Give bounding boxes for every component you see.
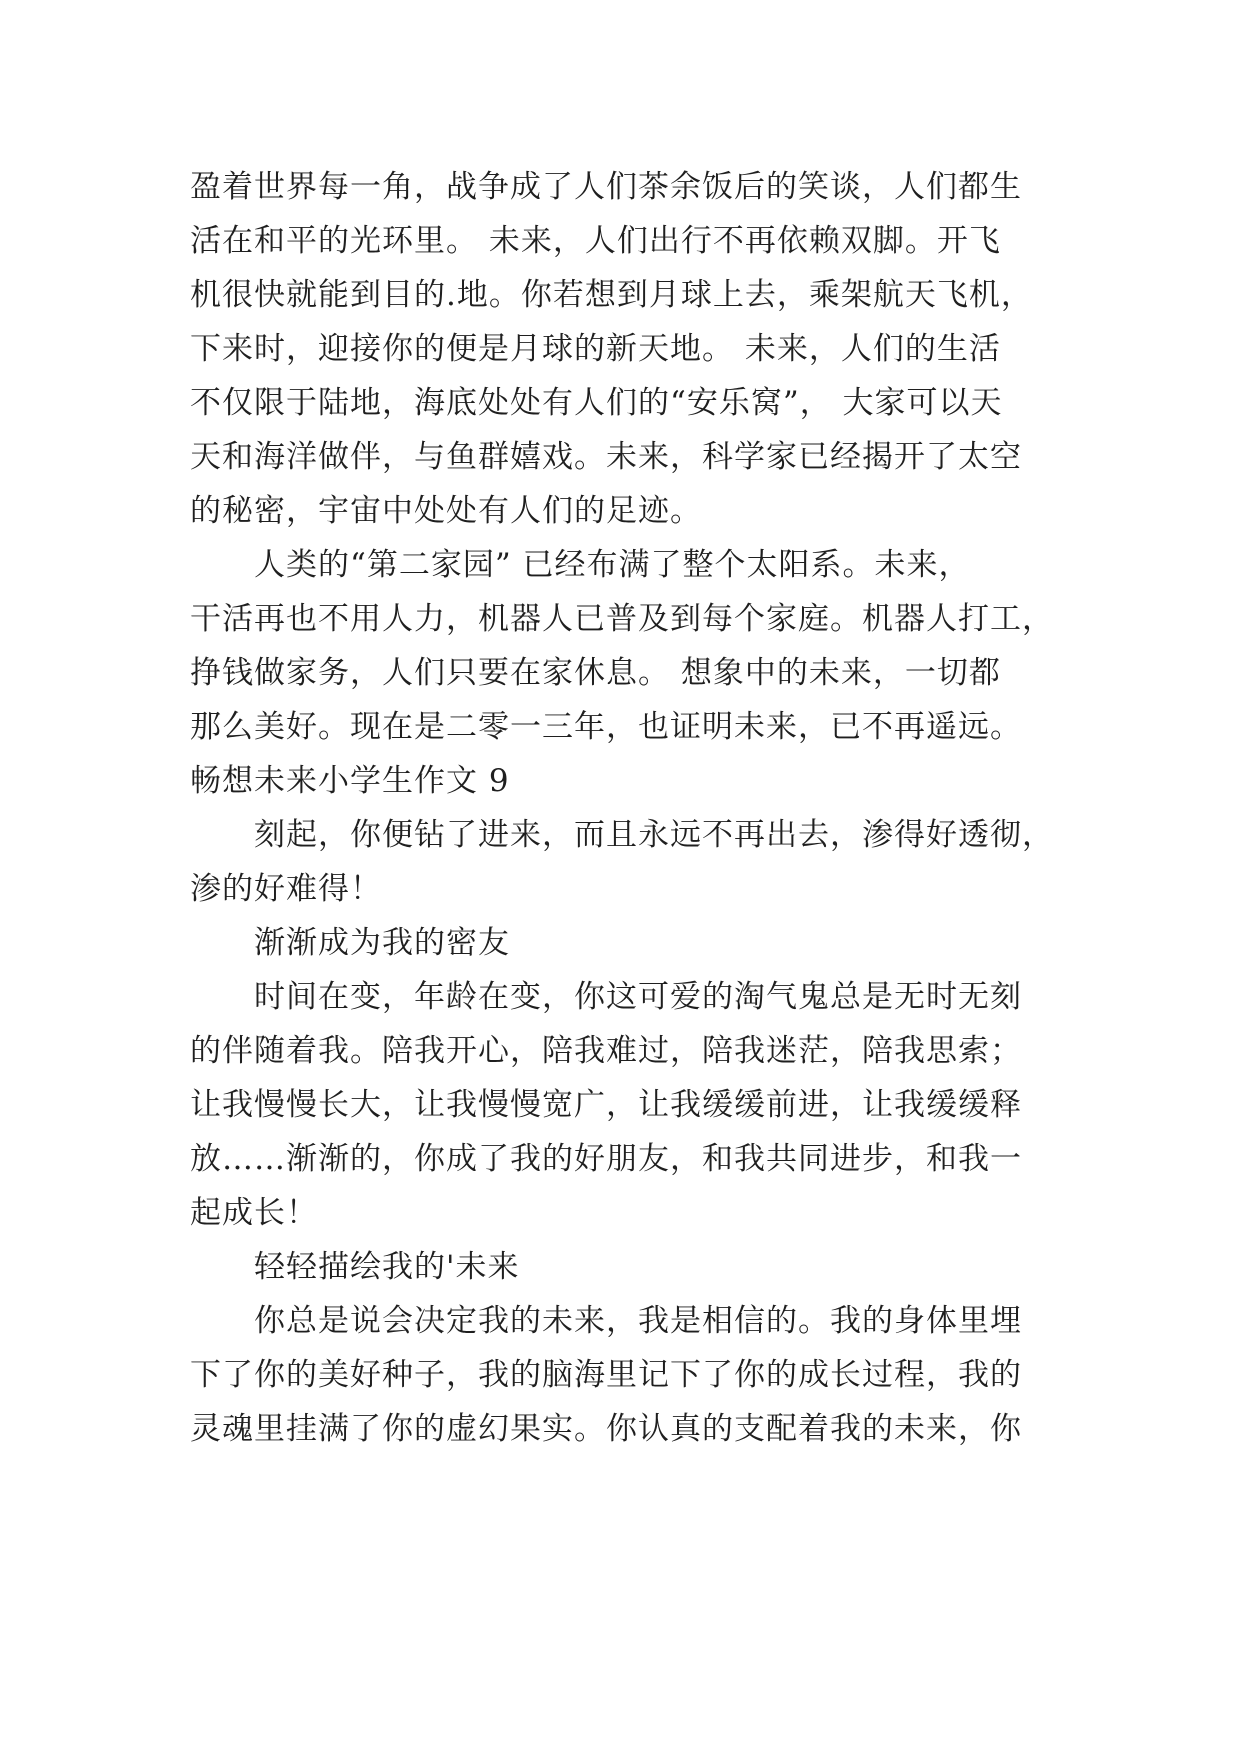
paragraph-first-line: 人类的“第二家园” 已经布满了整个太阳系。未来，: [254, 547, 971, 583]
text-line: 不仅限于陆地，海底处处有人们的“安乐窝”， 大家可以天: [190, 385, 1003, 421]
text-line: 下了你的美好种子，我的脑海里记下了你的成长过程，我的: [190, 1357, 1022, 1393]
document-body-text: [190, 160, 1070, 1456]
text-line: 畅想未来小学生作文 9: [190, 763, 510, 799]
text-line: 的秘密，宇宙中处处有人们的足迹。: [190, 493, 702, 529]
text-line: 让我慢慢长大，让我慢慢宽广，让我缓缓前进，让我缓缓释: [190, 1087, 1022, 1123]
text-line: 机很快就能到目的.地。你若想到月球上去，乘架航天飞机，: [190, 277, 1033, 313]
text-line: 那么美好。现在是二零一三年，也证明未来，已不再遥远。: [190, 709, 1022, 745]
text-line: 挣钱做家务，人们只要在家休息。 想象中的未来，一切都: [190, 655, 1001, 691]
text-line: 干活再也不用人力，机器人已普及到每个家庭。机器人打工，: [190, 601, 1054, 637]
paragraph-first-line: 你总是说会决定我的未来，我是相信的。我的身体里埋: [254, 1303, 1022, 1339]
text-line: 渗的好难得！: [190, 871, 382, 907]
text-line: 灵魂里挂满了你的虚幻果实。你认真的支配着我的未来，你: [190, 1411, 1022, 1447]
text-line: 活在和平的光环里。 未来，人们出行不再依赖双脚。开飞: [190, 223, 1001, 259]
paragraph-first-line: 刻起，你便钻了进来，而且永远不再出去，渗得好透彻，: [254, 817, 1054, 853]
text-line: 盈着世界每一角，战争成了人们茶余饭后的笑谈，人们都生: [190, 169, 1022, 205]
text-line: 的伴随着我。陪我开心，陪我难过，陪我迷茫，陪我思索；: [190, 1033, 1022, 1069]
paragraph-first-line: 时间在变，年龄在变，你这可爱的淘气鬼总是无时无刻: [254, 979, 1022, 1015]
text-line: 天和海洋做伴，与鱼群嬉戏。未来，科学家已经揭开了太空: [190, 439, 1022, 475]
text-line: 下来时，迎接你的便是月球的新天地。 未来，人们的生活: [190, 331, 1001, 367]
text-line: 起成长！: [190, 1195, 318, 1231]
paragraph-first-line: 渐渐成为我的密友: [254, 925, 510, 961]
text-line: 放……渐渐的，你成了我的好朋友，和我共同进步，和我一: [190, 1141, 1022, 1177]
paragraph-first-line: 轻轻描绘我的'未来: [254, 1249, 520, 1285]
